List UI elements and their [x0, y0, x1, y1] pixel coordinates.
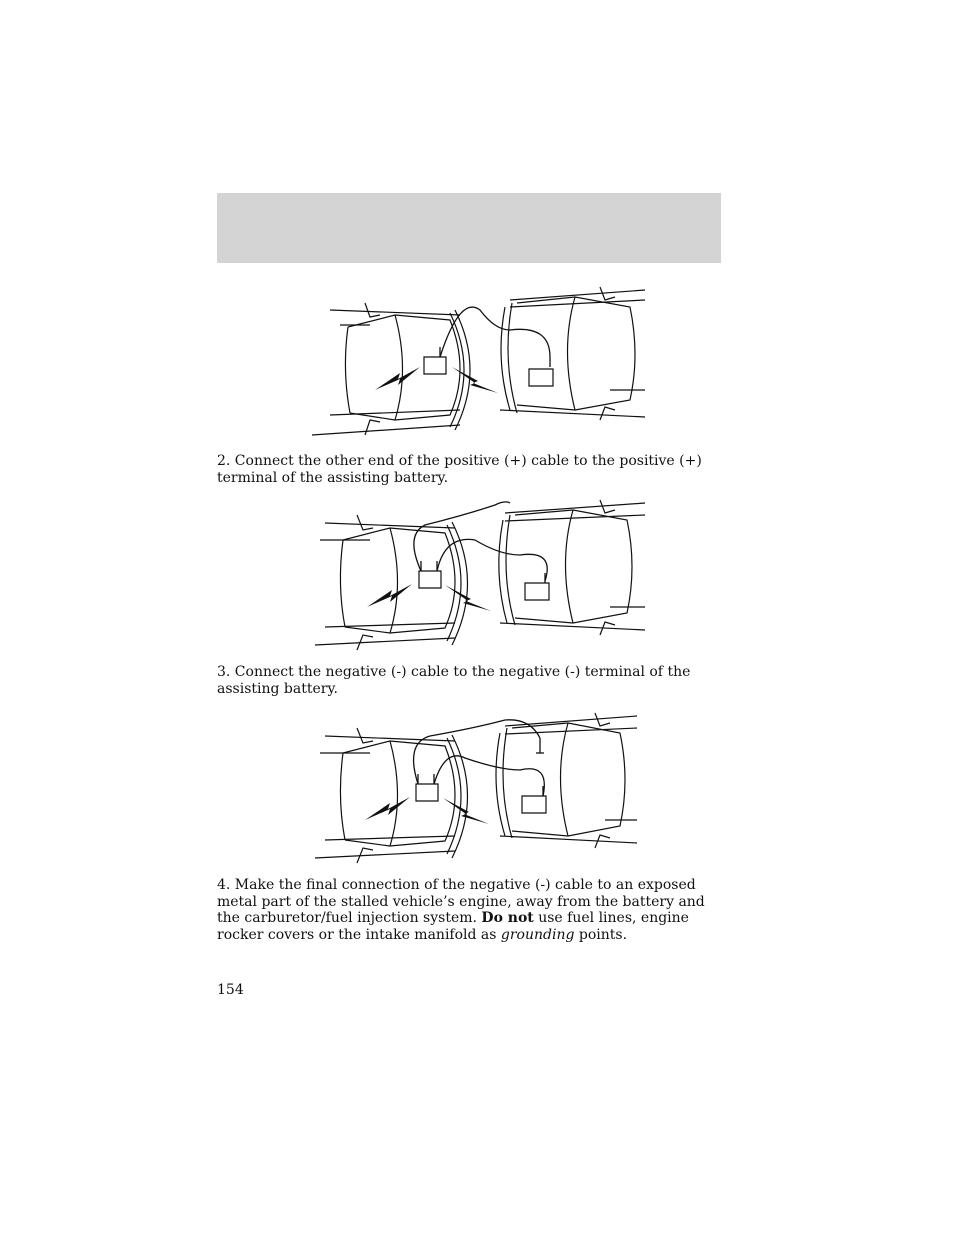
stalled-battery — [424, 357, 446, 374]
stalled-battery — [416, 784, 438, 801]
step-4-text — [217, 877, 721, 943]
jumper-cables — [440, 307, 550, 367]
stalled-vehicle — [315, 515, 468, 650]
assisting-battery — [529, 369, 553, 386]
section-header-band — [217, 193, 721, 263]
spark-symbols — [375, 367, 498, 393]
step-4-italic-term: grounding — [500, 926, 575, 943]
assisting-battery — [525, 583, 549, 600]
step-2-text: 2. Connect the other end of the positive (+) cable to the positive (+) terminal of the assisting battery. — [217, 453, 702, 486]
step-4-text-start: 4. Make the final connection of the negative (-) cable to an exposed metal part of the stalled vehicle’s engine, away from the battery and the carburetor/fuel injection system. — [217, 877, 705, 926]
page-number: 154 — [217, 982, 244, 998]
step-4-text-end: points. — [574, 926, 628, 943]
step-4-warning-bold: Do not — [481, 910, 534, 926]
stalled-battery — [419, 571, 441, 588]
stalled-vehicle — [312, 303, 470, 435]
vehicles-diagram-svg — [315, 495, 655, 655]
assisting-vehicle — [499, 500, 645, 635]
assisting-battery — [522, 796, 546, 813]
jump-start-diagram-3 — [315, 708, 655, 868]
jump-start-diagram-2 — [315, 495, 655, 655]
stalled-vehicle — [315, 728, 468, 863]
jump-start-diagram-1 — [310, 285, 650, 440]
step-4-text-mid: use fuel lines, engine rocker covers or the intake manifold as — [217, 910, 689, 943]
assisting-vehicle — [496, 713, 637, 848]
vehicles-diagram-svg — [315, 708, 655, 868]
assisting-vehicle — [500, 287, 645, 420]
vehicles-diagram-svg — [310, 285, 650, 440]
step-3-text: 3. Connect the negative (-) cable to the negative (-) terminal of the assisting battery. — [217, 664, 691, 697]
